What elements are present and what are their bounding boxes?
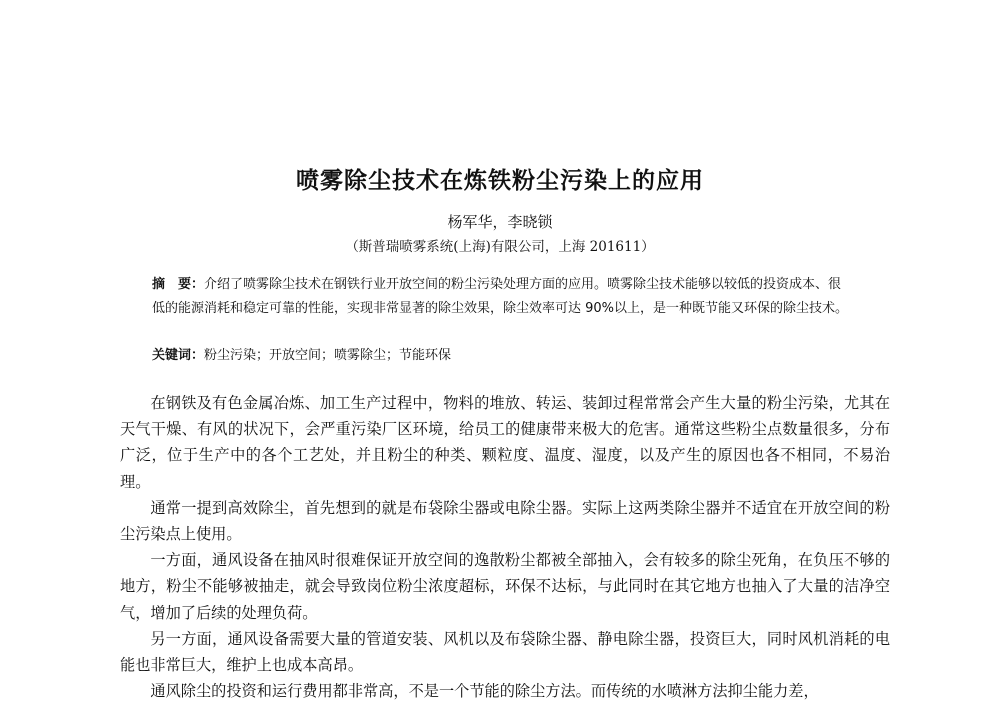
keywords-text: 粉尘污染；开放空间；喷雾除尘；节能环保 — [204, 348, 452, 363]
body-paragraph: 通常一提到高效除尘，首先想到的就是布袋除尘器或电除尘器。实际上这两类除尘器并不适宜在开放空间的粉尘污染点上使用。 — [120, 498, 890, 544]
body-paragraph: 一方面，通风设备在抽风时很难保证开放空间的逸散粉尘都被全部抽入，会有较多的除尘死角，在负压不够的地方，粉尘不能够被抽走，就会导致岗位粉尘浓度超标，环保不达标，与此同时在其它地方也抽入了大量的洁净空气，增加了后续的处理负荷。 — [120, 551, 890, 622]
body-paragraph: 另一方面，通风设备需要大量的管道安装、风机以及布袋除尘器、静电除尘器，投资巨大，同时风机消耗的电能也非常巨大，维护上也成本高昂。 — [120, 629, 890, 675]
abstract-block — [152, 273, 852, 321]
body-paragraph: 通风除尘的投资和运行费用都非常高，不是一个节能的除尘方法。而传统的水喷淋方法抑尘能力差， — [150, 682, 819, 701]
body-paragraph: 在钢铁及有色金属冶炼、加工生产过程中，物料的堆放、转运、装卸过程常常会产生大量的粉尘污染，尤其在天气干燥、有风的状况下，会严重污染厂区环境，给员工的健康带来极大的危害。通常这些粉尘点数量很多，分布广泛，位于生产中的各个工艺处，并且粉尘的种类、颗粒度、温度、湿度，以及产生的原因也各不相同，不易治理。 — [120, 394, 890, 491]
paper-title: 喷雾除尘技术在炼铁粉尘污染上的应用 — [296, 168, 704, 194]
paper-affiliation: （斯普瑞喷雾系统(上海)有限公司，上海 201611） — [345, 239, 655, 255]
keywords-label: 关键词： — [152, 348, 205, 363]
abstract-label: 摘 要： — [152, 277, 205, 292]
keywords-block — [152, 345, 852, 367]
body-text — [120, 390, 890, 704]
paper-authors: 杨军华，李晓锁 — [447, 213, 553, 231]
abstract-text: 介绍了喷雾除尘技术在钢铁行业开放空间的粉尘污染处理方面的应用。喷雾除尘技术能够以较低的投资成本、很低的能源消耗和稳定可靠的性能，实现非常显著的除尘效果，除尘效率可达 90%以上，是一种既节能又环保的除尘技术。 — [152, 277, 849, 316]
